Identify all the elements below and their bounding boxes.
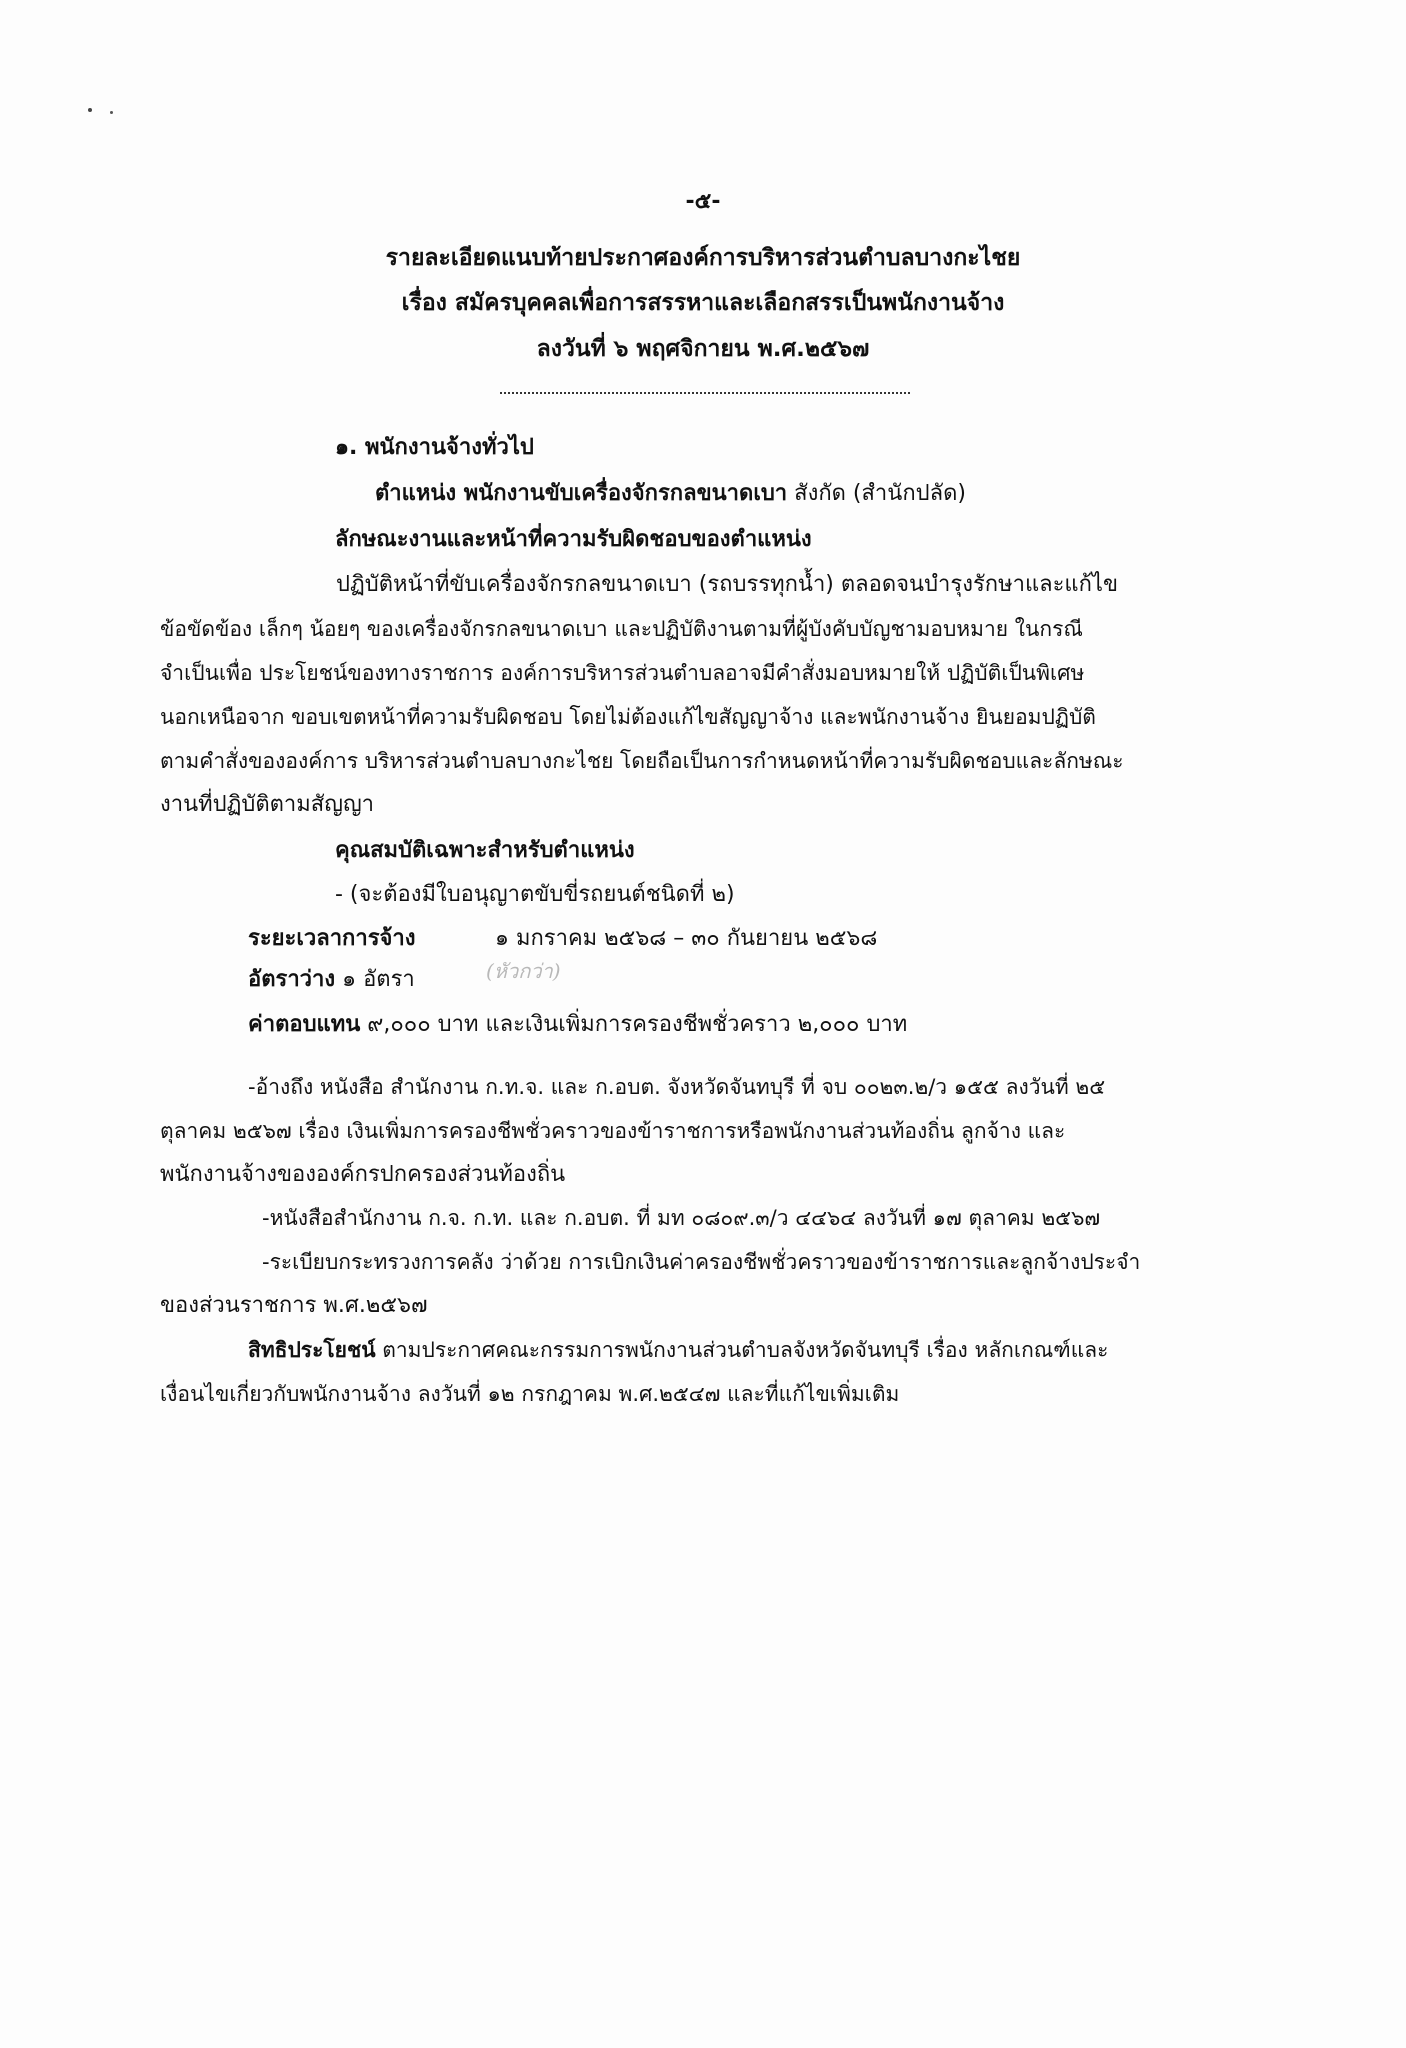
position-affiliation: สังกัด (สำนักปลัด)	[787, 481, 966, 506]
position-line	[375, 479, 966, 509]
duties-line: ข้อขัดข้อง เล็กๆ น้อยๆ ของเครื่องจักรกลขนาดเบา และปฏิบัติงานตามที่ผู้บังคับบัญชามอบหมาย ในกรณี	[160, 617, 1083, 641]
scan-speck	[110, 111, 113, 114]
reference-line: -ระเบียบกระทรวงการคลัง ว่าด้วย การเบิกเงินค่าครองชีพชั่วคราวของข้าราชการและลูกจ้างประจำ	[262, 1250, 1141, 1274]
scan-speck	[88, 108, 92, 112]
reference-line: -อ้างถึง หนังสือ สำนักงาน ก.ท.จ. และ ก.อบต. จังหวัดจันทบุรี ที่ จบ ๐๐๒๓.๒/ว ๑๕๕ ลงวันที่ ๒๕	[248, 1075, 1106, 1099]
benefits-text: ตามประกาศคณะกรรมการพนักงานส่วนตำบลจังหวัดจันทบุรี เรื่อง หลักเกณฑ์และ	[375, 1338, 1109, 1362]
duties-line: จำเป็นเพื่อ ประโยชน์ของทางราชการ องค์การบริหารส่วนตำบลอาจมีคำสั่งมอบหมายให้ ปฏิบัติเป็นพิเศษ	[160, 661, 1085, 685]
vacancy-value: ๑ อัตรา	[335, 967, 415, 992]
reference-line: ตุลาคม ๒๕๖๗ เรื่อง เงินเพิ่มการครองชีพชั่วคราวของข้าราชการหรือพนักงานส่วนท้องถิ่น ลูกจ้าง และ	[160, 1119, 1066, 1143]
benefits-line-2: เงื่อนไขเกี่ยวกับพนักงานจ้าง ลงวันที่ ๑๒ กรกฎาคม พ.ศ.๒๕๔๗ และที่แก้ไขเพิ่มเติม	[160, 1382, 900, 1406]
benefits-label: สิทธิประโยชน์	[248, 1338, 376, 1362]
vacancy-line	[248, 965, 415, 995]
reference-line: พนักงานจ้างขององค์กรปกครองส่วนท้องถิ่น	[160, 1162, 566, 1187]
compensation-line	[248, 1010, 907, 1040]
reference-line: -หนังสือสำนักงาน ก.จ. ก.ท. และ ก.อบต. ที่ มท ๐๘๐๙.๓/ว ๔๔๖๔ ลงวันที่ ๑๗ ตุลาคม ๒๕๖๗	[262, 1206, 1101, 1230]
duties-line: ตามคำสั่งขององค์การ บริหารส่วนตำบลบางกะไชย โดยถือเป็นการกำหนดหน้าที่ความรับผิดชอบและลักษณะ	[160, 749, 1124, 773]
position-label: ตำแหน่ง พนักงานขับเครื่องจักรกลขนาดเบา	[375, 481, 788, 506]
compensation-label: ค่าตอบแทน	[248, 1012, 361, 1037]
vacancy-label: อัตราว่าง	[248, 967, 336, 992]
handwritten-mark: (หัวกว่า)	[486, 959, 561, 983]
duties-line: งานที่ปฏิบัติตามสัญญา	[160, 792, 375, 817]
benefits-line-1	[248, 1335, 1108, 1365]
duties-line: นอกเหนือจาก ขอบเขตหน้าที่ความรับผิดชอบ โดยไม่ต้องแก้ไขสัญญาจ้าง และพนักงานจ้าง ยินยอมปฏิบัติ	[160, 705, 1096, 729]
section-heading: ๑. พนักงานจ้างทั่วไป	[335, 435, 534, 460]
header-line-3: ลงวันที่ ๖ พฤศจิกายน พ.ศ.๒๕๖๗	[536, 336, 870, 362]
header-line-2: เรื่อง สมัครบุคคลเพื่อการสรรหาและเลือกสรรเป็นพนักงานจ้าง	[401, 290, 1005, 316]
compensation-value: ๙,๐๐๐ บาท และเงินเพิ่มการครองชีพชั่วคราว ๒,๐๐๐ บาท	[360, 1012, 908, 1037]
duties-line: ปฏิบัติหน้าที่ขับเครื่องจักรกลขนาดเบา (รถบรรทุกน้ำ) ตลอดจนบำรุงรักษาและแก้ไข	[336, 572, 1119, 597]
employment-period-value: ๑ มกราคม ๒๕๖๘ – ๓๐ กันยายน ๒๕๖๘	[495, 926, 878, 951]
separator-dotted-line	[500, 392, 910, 394]
header-line-1: รายละเอียดแนบท้ายประกาศองค์การบริหารส่วนตำบลบางกะไชย	[385, 245, 1021, 271]
duties-heading: ลักษณะงานและหน้าที่ความรับผิดชอบของตำแหน่ง	[335, 527, 812, 552]
employment-period-label: ระยะเวลาการจ้าง	[248, 926, 416, 951]
qualification-text: - (จะต้องมีใบอนุญาตขับขี่รถยนต์ชนิดที่ ๒)	[335, 882, 735, 907]
qualification-heading: คุณสมบัติเฉพาะสำหรับตำแหน่ง	[335, 838, 635, 863]
reference-line: ของส่วนราชการ พ.ศ.๒๕๖๗	[160, 1293, 428, 1318]
page-number: -๕-	[685, 189, 721, 214]
